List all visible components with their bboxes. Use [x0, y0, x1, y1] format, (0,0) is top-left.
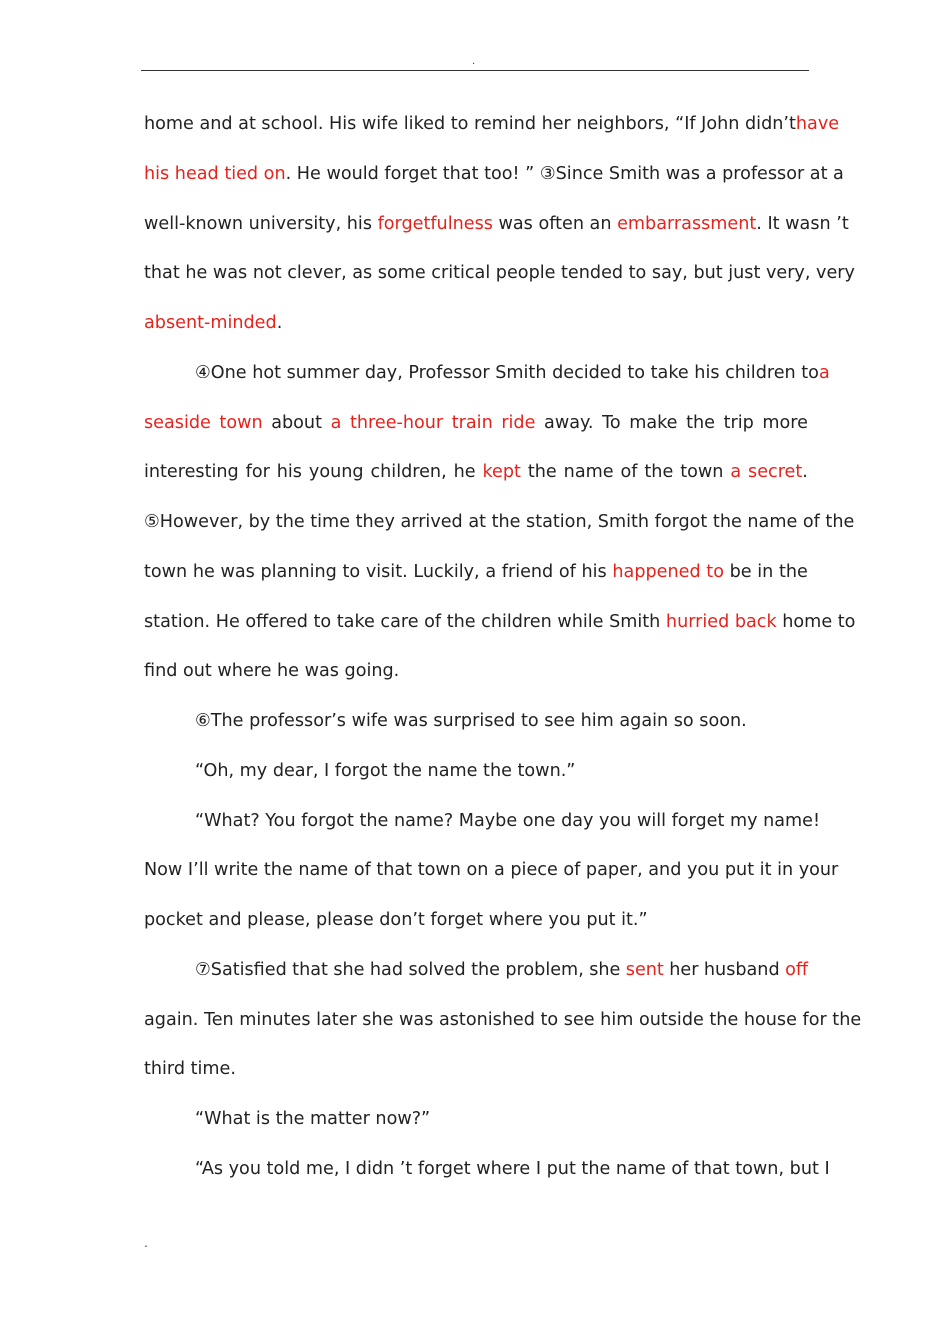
highlighted-word: kept — [482, 462, 521, 483]
word-group — [246, 448, 270, 498]
highlighted-phrase: hurried back — [665, 611, 777, 632]
text-run: “What? You forgot the name? Maybe one day you will forget my name! — [195, 810, 821, 831]
highlighted-phrase: absent-minded — [144, 313, 277, 333]
word-group — [559, 548, 576, 598]
word-group — [292, 946, 328, 996]
word: his — [581, 561, 607, 582]
word-group — [277, 448, 302, 498]
word-group — [483, 448, 521, 498]
text-run: was often an — [492, 213, 618, 234]
text-run: “Oh, my dear, I forgot the name the town.” — [195, 760, 576, 781]
word: interesting — [144, 462, 239, 483]
text-line — [144, 946, 808, 996]
word: ⑦Satisfied — [195, 959, 287, 980]
text-line — [144, 548, 808, 598]
word: town — [144, 561, 188, 582]
text-line — [144, 647, 808, 697]
word-group — [629, 399, 677, 449]
text-run: home to — [776, 611, 856, 632]
word: his — [276, 462, 302, 483]
word: To — [602, 412, 621, 433]
word: Luckily, — [413, 561, 480, 582]
word-group — [785, 946, 808, 996]
word: about — [271, 412, 322, 433]
highlighted-word: sent — [625, 959, 664, 980]
text-line — [144, 498, 855, 548]
text-run: . — [276, 313, 283, 333]
word: the — [778, 561, 808, 582]
word: town — [680, 462, 724, 483]
word: solved — [408, 959, 466, 980]
word: name — [563, 462, 614, 483]
word-group — [757, 548, 773, 598]
text-run: ④One hot summer day, Professor Smith decided to take his children to — [195, 362, 819, 383]
word: trip — [723, 412, 754, 433]
word-group — [589, 946, 620, 996]
word: problem, — [505, 959, 584, 980]
text-run: third time. — [144, 1059, 236, 1080]
text-line — [144, 150, 844, 200]
word: of — [558, 561, 576, 582]
text-line — [144, 249, 855, 299]
word-group — [370, 946, 403, 996]
text-run: . He would forget that too! ” ③Since Smith was a professor at a — [285, 163, 844, 184]
word-group — [706, 548, 724, 598]
word-group — [501, 399, 535, 449]
text-run: ⑥The professor’s wife was surprised to see him again so soon. — [195, 711, 747, 731]
word-group — [730, 548, 752, 598]
word-group — [309, 448, 364, 498]
text-line — [144, 448, 808, 498]
text-line — [144, 846, 839, 896]
word: in — [757, 561, 774, 582]
text-line — [144, 349, 830, 399]
highlighted-word: seaside — [144, 412, 211, 433]
word: make — [629, 412, 678, 433]
word-group — [452, 399, 493, 449]
document-body — [144, 100, 862, 1195]
word: had — [369, 959, 404, 980]
word: the — [644, 462, 674, 483]
highlighted-phrase: have — [795, 114, 840, 134]
highlighted-phrase: embarrassment — [617, 213, 757, 234]
word-group — [544, 399, 593, 449]
word: a — [485, 561, 497, 582]
text-run: pocket and please, please don’t forget where you put it.” — [144, 910, 648, 930]
word-group — [471, 946, 500, 996]
word-group — [621, 448, 638, 498]
text-run: station. He offered to take care of the children while Smith — [144, 611, 666, 632]
word: that — [292, 959, 328, 980]
word: more — [762, 412, 808, 433]
word-group — [704, 946, 780, 996]
word-group — [413, 548, 479, 598]
text-line — [144, 697, 808, 747]
word-group — [528, 448, 557, 498]
word-group — [144, 448, 239, 498]
text-run: well-known university, his — [144, 213, 378, 234]
word-group — [144, 399, 211, 449]
word-group — [144, 548, 187, 598]
highlighted-word: ride — [501, 412, 536, 433]
highlighted-word: a — [330, 412, 342, 433]
word-group — [370, 448, 446, 498]
footer-mark: . — [144, 1236, 148, 1250]
word-group — [485, 548, 496, 598]
word: to — [342, 561, 361, 582]
highlighted-word: a — [730, 462, 742, 483]
word-group — [564, 448, 614, 498]
word-group — [724, 399, 754, 449]
word: be — [729, 561, 752, 582]
highlighted-phrase: forgetfulness — [377, 213, 493, 234]
word-group — [505, 946, 583, 996]
word: her — [669, 959, 699, 980]
word-group — [331, 399, 342, 449]
text-line — [144, 1145, 830, 1195]
text-line — [144, 299, 808, 349]
text-run: find out where he was going. — [144, 661, 400, 682]
text-run: home and at school. His wife liked to remind her neighbors, “If John didn’t — [144, 114, 796, 134]
text-line — [144, 747, 808, 797]
highlighted-word: off — [785, 959, 808, 980]
text-line — [144, 1095, 808, 1145]
text-run: that he was not clever, as some critical people tended to say, but just very, very — [144, 263, 855, 284]
text-run: Now I’ll write the name of that town on a piece of paper, and you put it in your — [144, 860, 839, 881]
word-group — [779, 548, 808, 598]
word: young — [308, 462, 364, 483]
word: he — [192, 561, 215, 582]
word-group — [271, 399, 322, 449]
word-group — [366, 548, 408, 598]
word: for — [245, 462, 270, 483]
text-run: . It wasn ’t — [756, 213, 849, 234]
header-mark: . — [472, 56, 476, 67]
word: children, — [370, 462, 447, 483]
word: planning — [260, 561, 337, 582]
text-line — [144, 797, 821, 847]
highlighted-word: secret — [748, 462, 803, 483]
word-group — [626, 946, 664, 996]
highlighted-phrase: a — [818, 362, 830, 383]
word: the — [686, 412, 715, 433]
word-group — [195, 946, 287, 996]
highlighted-word: three-hour — [349, 412, 444, 433]
word-group — [762, 399, 808, 449]
text-line — [144, 399, 808, 449]
highlighted-word: train — [451, 412, 493, 433]
word: he — [453, 462, 476, 483]
word-group — [221, 548, 255, 598]
word-group — [454, 448, 476, 498]
text-line — [144, 996, 862, 1046]
word: . — [802, 462, 808, 483]
text-line — [144, 200, 849, 250]
highlighted-word: to — [706, 561, 724, 582]
highlighted-word: happened — [612, 561, 701, 582]
text-run: “As you told me, I didn ’t forget where I put the name of that town, but I — [195, 1158, 830, 1179]
word: she — [333, 959, 365, 980]
word: was — [220, 561, 255, 582]
word-group — [408, 946, 465, 996]
text-line — [144, 1045, 808, 1095]
word: away. — [544, 412, 594, 433]
word-group — [680, 448, 723, 498]
word-group — [343, 548, 361, 598]
text-line — [144, 598, 856, 648]
text-run: ⑤However, by the time they arrived at the station, Smith forgot the name of the — [144, 512, 855, 532]
word: the — [471, 959, 500, 980]
text-line — [144, 100, 840, 150]
word-group — [582, 548, 607, 598]
word: husband — [703, 959, 780, 980]
word-group — [502, 548, 553, 598]
word-group — [748, 448, 808, 498]
word-group — [602, 399, 621, 449]
word-group — [730, 448, 741, 498]
word: of — [620, 462, 638, 483]
text-run: again. Ten minutes later she was astonished to see him outside the house for the — [144, 1009, 862, 1030]
word-group — [193, 548, 215, 598]
text-line — [144, 896, 808, 946]
highlighted-word: town — [219, 412, 263, 433]
word: she — [589, 959, 621, 980]
word: friend — [501, 561, 554, 582]
word-group — [644, 448, 673, 498]
word-group — [261, 548, 337, 598]
word: the — [527, 462, 557, 483]
highlighted-phrase: his head tied on — [144, 163, 286, 184]
word-group — [686, 399, 715, 449]
word-group — [219, 399, 262, 449]
word-group — [612, 548, 700, 598]
word-group — [669, 946, 698, 996]
text-run: “What is the matter now?” — [195, 1109, 431, 1129]
word: visit. — [365, 561, 408, 582]
header-rule — [141, 70, 809, 71]
word-group — [350, 399, 443, 449]
word-group — [333, 946, 364, 996]
